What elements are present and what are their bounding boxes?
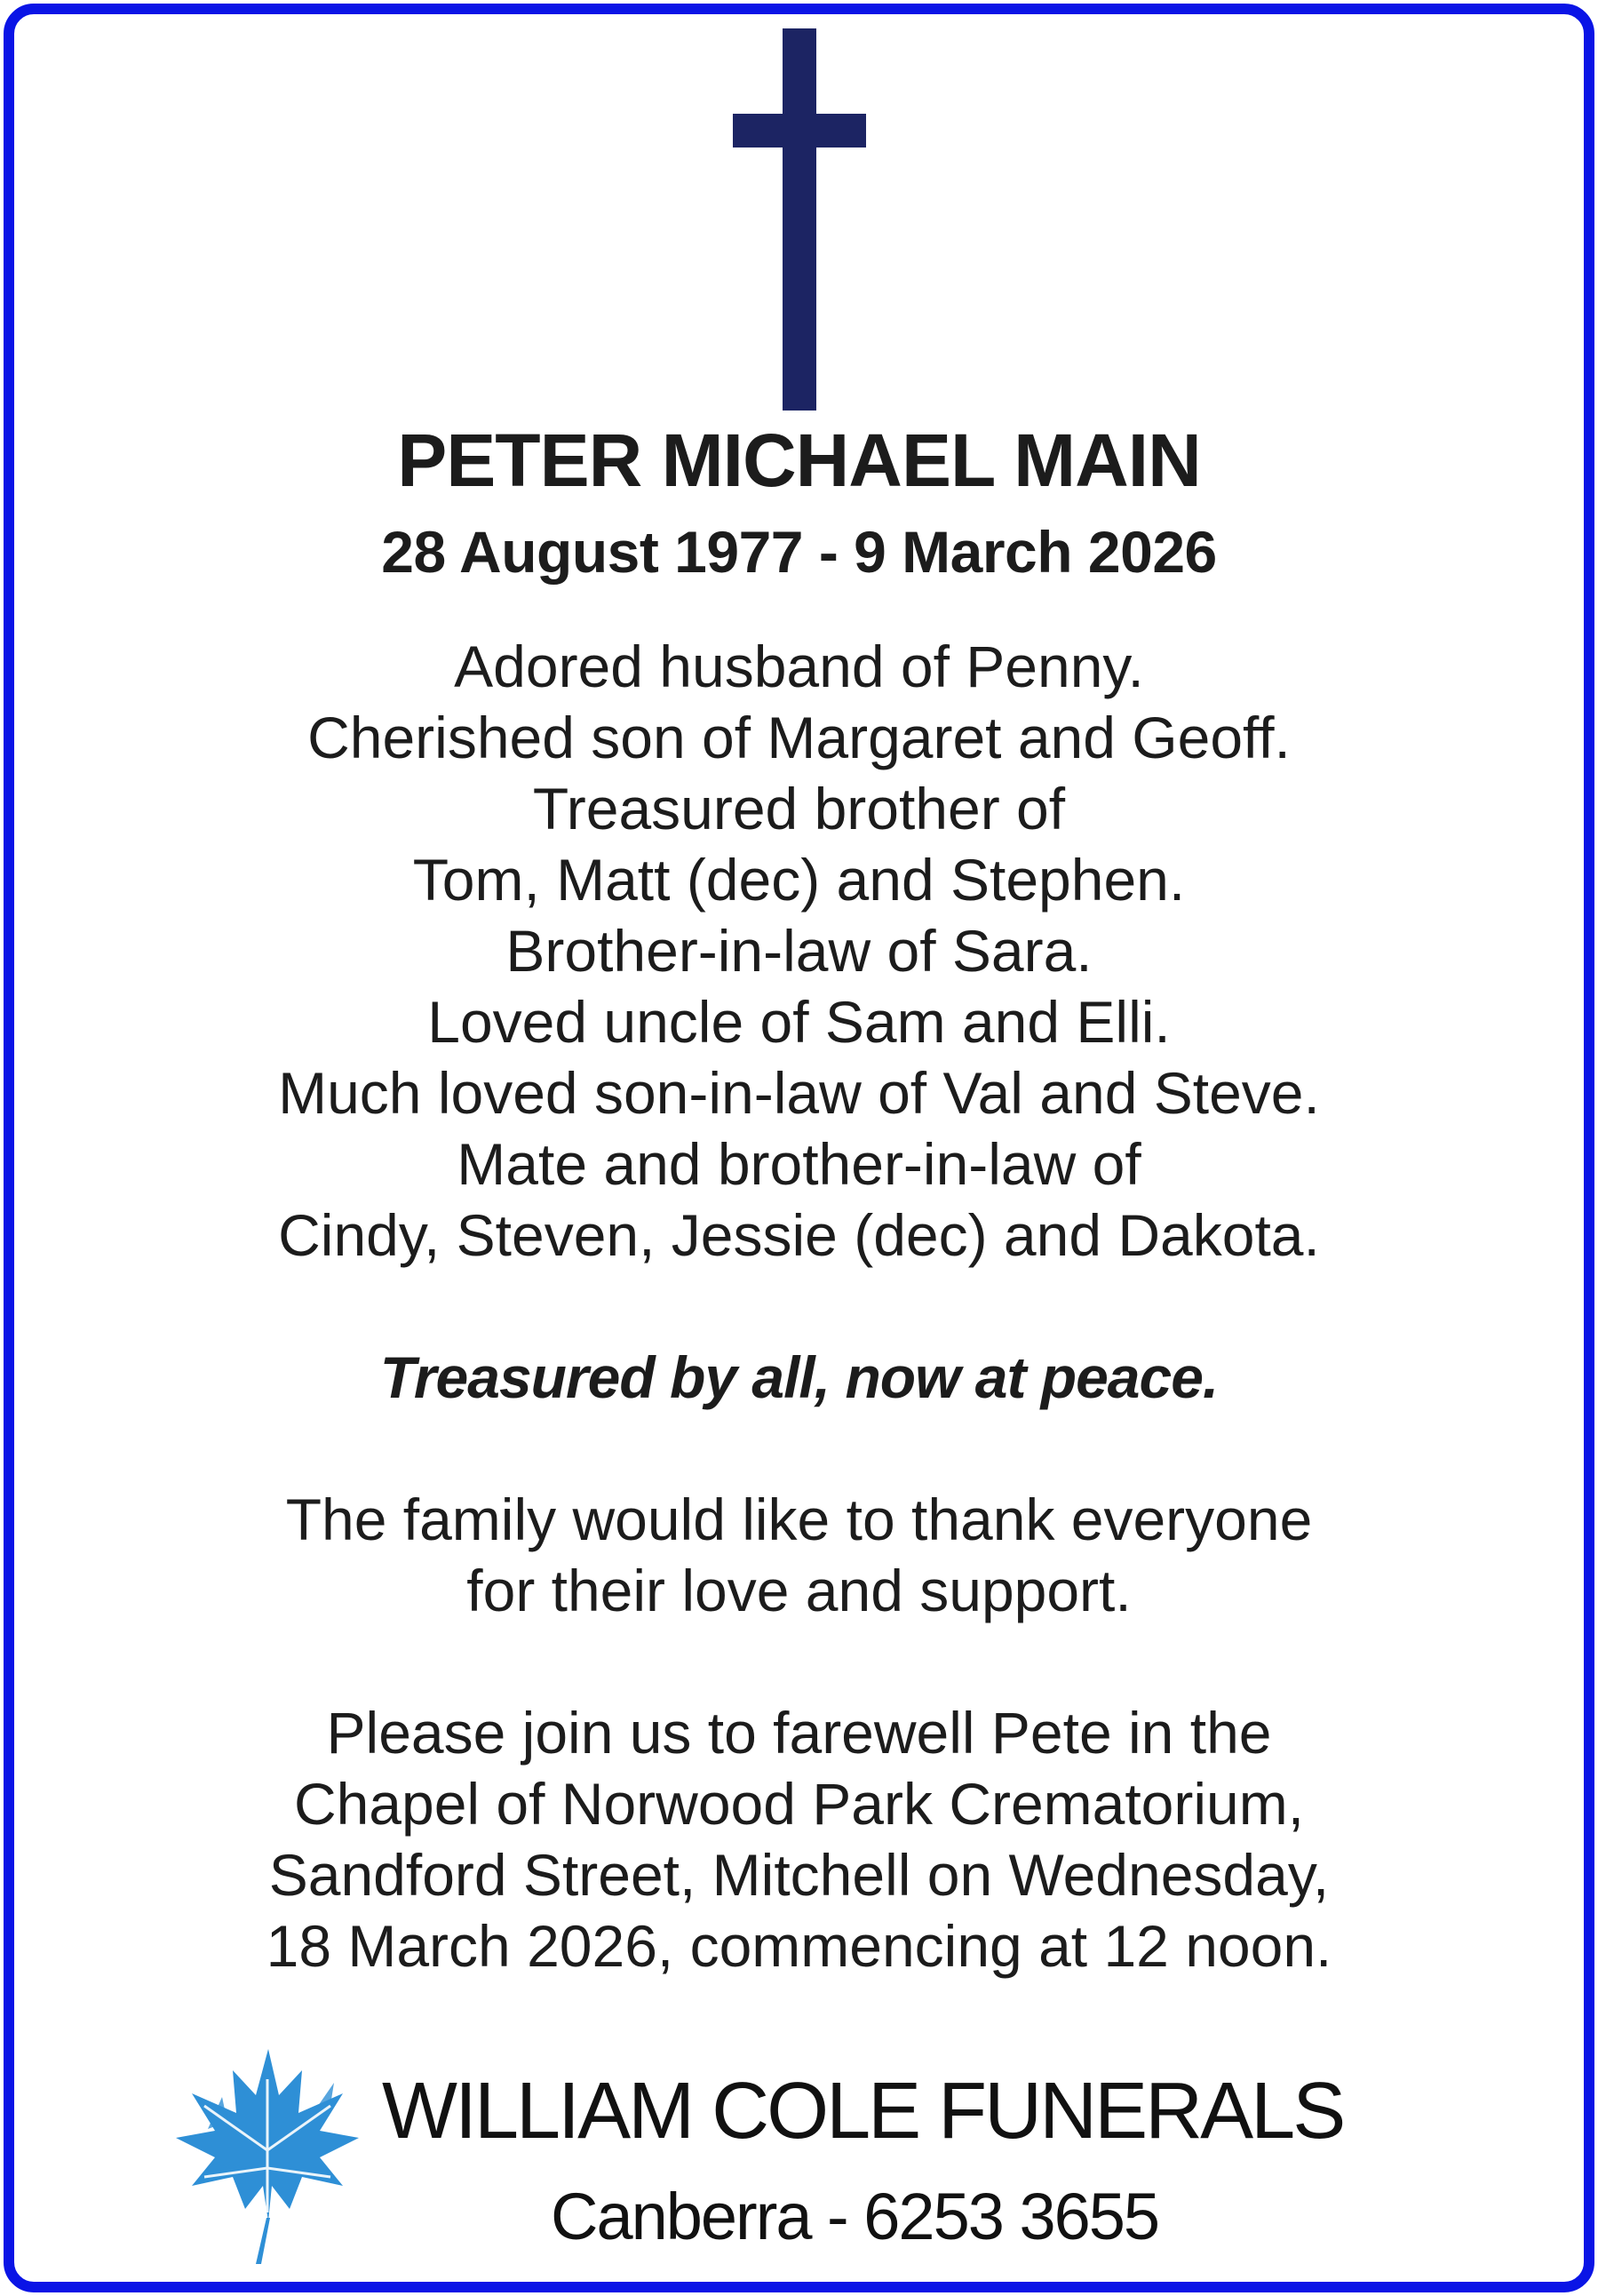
tribute-line: Adored husband of Penny.: [454, 634, 1144, 699]
tribute-line: Much loved son-in-law of Val and Steve.: [278, 1060, 1320, 1126]
thanks-line: The family would like to thank everyone: [285, 1487, 1313, 1552]
tribute-line: Tom, Matt (dec) and Stephen.: [412, 847, 1186, 913]
cross-horizontal-bar: [733, 114, 866, 147]
motto: Treasured by all, now at peace.: [379, 1344, 1219, 1410]
tribute-line: Cherished son of Margaret and Geoff.: [307, 705, 1291, 770]
service-line: Sandford Street, Mitchell on Wednesday,: [268, 1842, 1330, 1908]
tribute-line: Loved uncle of Sam and Elli.: [427, 989, 1171, 1055]
funeral-director-logo: [169, 2044, 1448, 2266]
funeral-director-phone: Canberra - 6253 3655: [551, 2180, 1159, 2253]
thanks-block: [0, 1484, 1598, 1626]
service-details: [0, 1697, 1598, 1981]
notice-content: [0, 416, 1598, 1981]
tribute-line: Treasured brother of: [532, 776, 1066, 841]
tribute-line: Mate and brother-in-law of: [457, 1131, 1141, 1197]
tribute-line: Cindy, Steven, Jessie (dec) and Dakota.: [278, 1202, 1320, 1268]
cross-icon: [0, 28, 1598, 411]
cross-vertical-bar: [783, 28, 816, 411]
tribute-line: Brother-in-law of Sara.: [505, 918, 1093, 984]
service-line: Chapel of Norwood Park Crematorium,: [293, 1771, 1305, 1837]
service-line: Please join us to farewell Pete in the: [326, 1700, 1272, 1766]
thanks-line: for their love and support.: [466, 1558, 1132, 1623]
maple-leaf-icon: [169, 2044, 364, 2266]
deceased-name: PETER MICHAEL MAIN: [397, 419, 1201, 502]
service-line: 18 March 2026, commencing at 12 noon.: [266, 1913, 1332, 1979]
life-dates: 28 August 1977 - 9 March 2026: [381, 519, 1217, 585]
funeral-director-name: WILLIAM COLE FUNERALS: [382, 2067, 1344, 2156]
tribute-block: [0, 631, 1598, 1271]
